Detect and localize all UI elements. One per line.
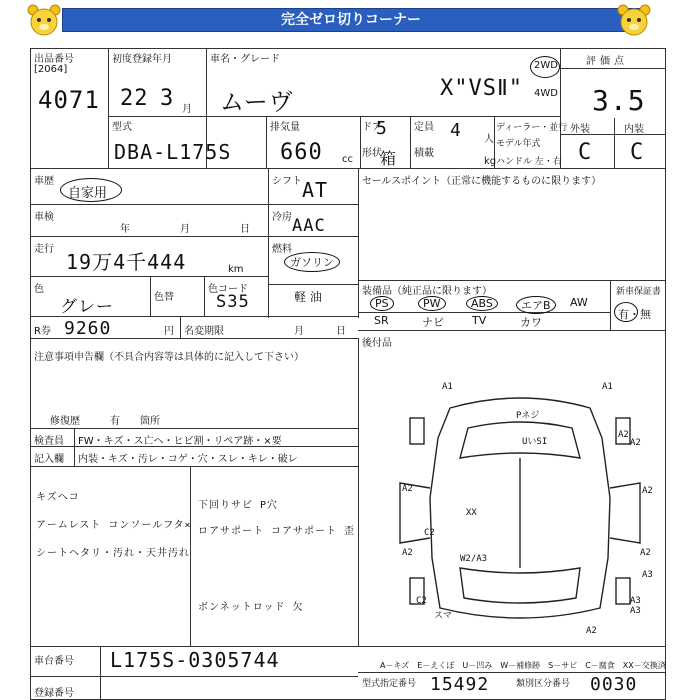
damage-mark: A3 <box>642 570 653 580</box>
name-change-month: 月 <box>294 326 304 337</box>
mileage-unit: km <box>228 264 244 275</box>
type-number: 15492 <box>430 674 490 695</box>
memo-left-line: シートヘタリ・汚れ・天井汚れ <box>36 548 190 559</box>
lot-number: 4071 <box>38 86 100 114</box>
damage-mark: C2 <box>416 596 427 606</box>
score: 3.5 <box>592 84 646 117</box>
interior-label: 内装 <box>624 124 644 135</box>
fw-row: FW・キズ・ス亡ヘ・ヒビ割・リペア跡・×要 <box>78 436 282 447</box>
damage-mark: A2 <box>630 438 641 448</box>
load-unit: kg <box>484 156 497 167</box>
damage-mark: C2 <box>424 528 435 538</box>
notes-label: 注意事項申告欄（不具合内容等は具体的に記入して下さい） <box>34 352 304 363</box>
banner <box>0 0 700 40</box>
model-year-label: モデル年式 <box>496 139 541 149</box>
color-change-label: 色替 <box>154 292 174 303</box>
inspect-label: 車検 <box>34 212 54 223</box>
inspector-label: 検査員 <box>34 436 64 447</box>
damage-legend: A－キズ E－えくぼ U－凹み W－補修跡 S－サビ C－腐食 XX－交換済 <box>380 661 666 670</box>
auction-sheet <box>30 48 666 700</box>
recycle-label: R券 <box>34 326 51 337</box>
exterior-label: 外装 <box>570 124 590 135</box>
car-name-label: 車名・グレード <box>210 54 280 65</box>
equipment-item: PS <box>370 296 394 311</box>
memo-right-line: ロアサポート コアサポート 歪 <box>198 526 356 537</box>
model-label: 型式 <box>112 122 132 133</box>
damage-mark: A2 <box>618 430 629 440</box>
model-code: DBA-L175S <box>114 140 232 164</box>
equipment-item: エアB <box>516 296 556 314</box>
class-number: 0030 <box>590 674 638 695</box>
interior-row: 内装・キズ・汚レ・コゲ・穴・スレ・キレ・破レ <box>78 454 298 465</box>
warranty-label: 新車保証書 <box>616 287 662 297</box>
fuel-label: 燃料 <box>272 244 292 255</box>
chassis-number: L175S-0305744 <box>110 648 280 672</box>
fuel: ガソリン <box>290 256 334 269</box>
body-shape: 箱 <box>380 149 398 168</box>
drive-2wd: 2WD <box>534 60 558 71</box>
dealer-label: ディーラー・並行 <box>496 123 568 133</box>
color-label: 色 <box>34 284 44 295</box>
handle-label: ハンドル 左・右 <box>496 157 562 167</box>
shift-label: シフト <box>272 176 302 187</box>
mileage: 19万4千444 <box>66 250 187 274</box>
reg-month: 3 <box>160 86 175 111</box>
ac-label: 冷房 <box>272 212 292 223</box>
reg-month-unit: 月 <box>182 104 192 115</box>
memo-right-line: 下回りサビ P穴 <box>198 500 279 511</box>
damage-mark: スマ <box>434 611 452 621</box>
displacement-unit: cc <box>342 154 353 165</box>
name-change-day: 日 <box>336 326 346 337</box>
color-code-label: 色コード <box>208 284 248 295</box>
damage-mark: A2 <box>402 548 413 558</box>
after-parts-label: 後付品 <box>362 338 392 349</box>
repair-place: 箇所 <box>140 416 160 427</box>
car-name: ムーヴ <box>220 88 294 116</box>
inspect-year: 年 <box>120 224 130 235</box>
damage-mark: A3 <box>630 606 641 616</box>
damage-mark: XX <box>466 508 477 518</box>
lot-label: 出品番号 <box>34 54 74 65</box>
equipment-item: PW <box>418 296 446 311</box>
class-number-label: 類別区分番号 <box>516 679 571 689</box>
repair-value: 有 <box>110 416 120 427</box>
equipment-item: ナビ <box>422 316 444 329</box>
memo-left-line: アームレスト コンソールフタ× <box>36 520 192 531</box>
type-number-label: 型式指定番号 <box>362 679 417 689</box>
score-label: 評価点 <box>586 56 628 67</box>
equipment-item: SR <box>374 314 389 327</box>
damage-mark: W2/A3 <box>460 554 488 564</box>
use-label: 車歴 <box>34 176 54 187</box>
sales-point-label: セールスポイント（正常に機能するものに限ります） <box>362 176 602 187</box>
doors: 5 <box>376 118 388 139</box>
ac: AAC <box>292 216 326 236</box>
damage-mark: A2 <box>402 484 413 494</box>
equipment-item: ABS <box>466 296 498 311</box>
warranty-value: 有・無 <box>618 308 651 321</box>
memo-left-line: キズヘコ <box>36 492 80 503</box>
chassis-label: 車台番号 <box>34 656 74 667</box>
equipment-item: カワ <box>520 316 542 329</box>
color-code: S35 <box>216 292 250 312</box>
capacity: 4 <box>450 120 462 141</box>
capacity-unit: 人 <box>484 134 494 145</box>
bear-mascot-icon <box>614 2 654 38</box>
inspect-month: 月 <box>180 224 190 235</box>
damage-mark: A1 <box>442 382 453 392</box>
shift: AT <box>302 178 329 202</box>
displacement-label: 排気量 <box>270 122 300 133</box>
body-label: 形状 <box>362 148 382 159</box>
damage-mark: A1 <box>602 382 613 392</box>
memo-right-line: ボンネットロッド 欠 <box>198 602 304 613</box>
exterior-grade: C <box>578 140 593 165</box>
doors-label: ドア <box>362 122 382 133</box>
drive-4wd: 4WD <box>534 88 558 99</box>
grade: X"VSⅡ" <box>440 76 524 101</box>
bear-mascot-icon <box>24 2 64 38</box>
reg-year: 22 <box>120 86 149 111</box>
equipment-item: AW <box>570 296 588 309</box>
mileage-label: 走行 <box>34 244 54 255</box>
lot-sub: [2064] <box>34 64 68 75</box>
repair-label: 修復歴 <box>50 416 80 427</box>
damage-mark: A3 <box>630 596 641 606</box>
load-label: 積載 <box>414 148 434 159</box>
recycle-amount: 9260 <box>64 318 112 339</box>
name-change-label: 名変期限 <box>184 326 224 337</box>
fuel-alt: 軽 油 <box>294 290 322 304</box>
inspect-day: 日 <box>240 224 250 235</box>
use-value: 自家用 <box>68 186 108 201</box>
displacement: 660 <box>280 140 323 165</box>
damage-mark: Pネジ <box>516 411 540 421</box>
interior-grade: C <box>630 140 645 165</box>
banner-title: 完全ゼロ切りコーナー <box>62 8 640 32</box>
damage-mark: A2 <box>640 548 651 558</box>
recycle-unit: 円 <box>164 326 174 337</box>
damage-mark: A2 <box>642 486 653 496</box>
registration-label: 登録番号 <box>34 688 74 699</box>
damage-mark: UいSI <box>522 437 548 447</box>
record-label: 記入欄 <box>34 454 64 465</box>
color: グレー <box>60 297 114 317</box>
damage-mark: A2 <box>586 626 597 636</box>
reg-label: 初度登録年月 <box>112 54 172 65</box>
equipment-label: 装備品（純正品に限ります） <box>362 286 492 297</box>
equipment-item: TV <box>472 314 487 327</box>
capacity-label: 定員 <box>414 122 434 133</box>
